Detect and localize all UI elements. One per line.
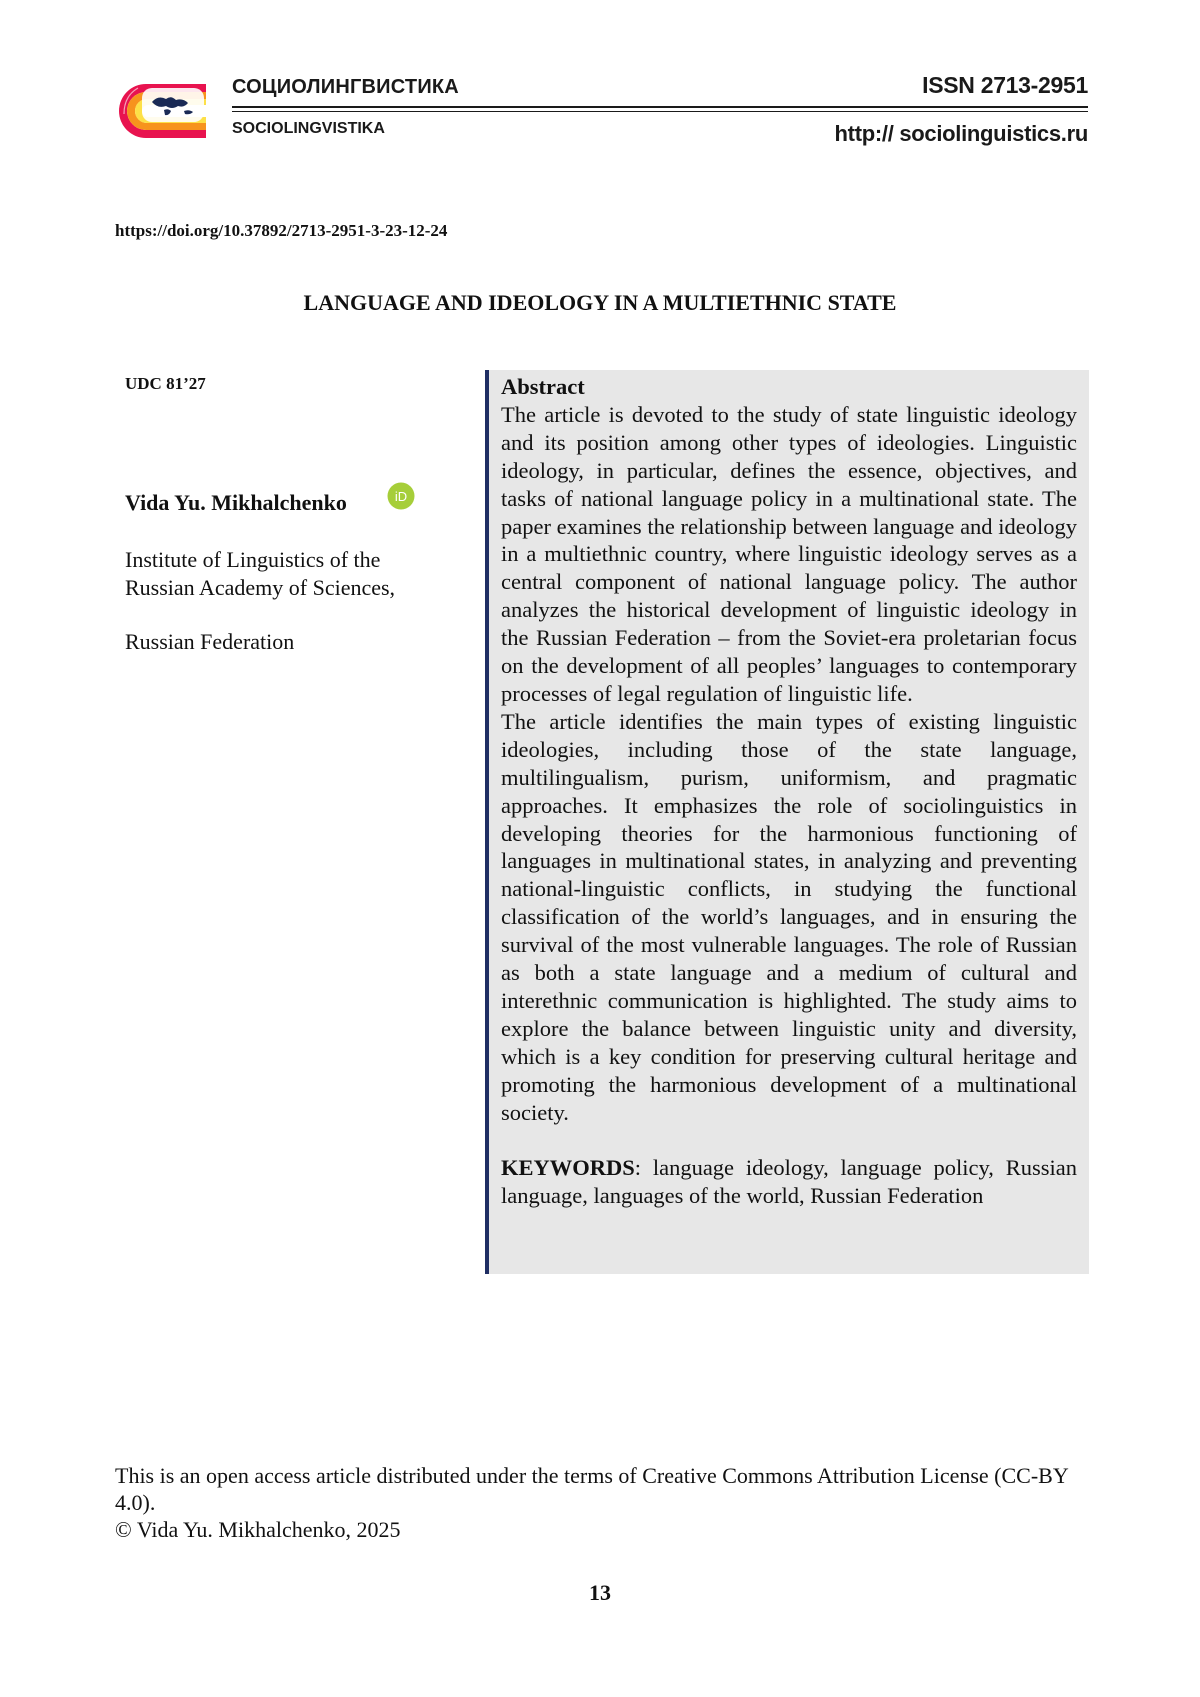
journal-logo [112, 74, 212, 148]
abstract-paragraph-1: The article is devoted to the study of state linguistic ideology and its position among other types of ideologies. Linguistic ideology, in particular, defines the essence, objectives, and tasks of national language policy in a multinational state. The paper examines the relationship between language and ideology in a multiethnic country, where linguistic ideology serves as a central component of national language policy. The author analyzes the historical development of linguistic ideology in the Russian Federation – from the Soviet-era proletarian focus on the development of all peoples’ languages to contemporary processes of legal regulation of linguistic life. [501, 401, 1077, 706]
keywords-text: : language ideology, language policy, Russian language, languages of the world, Russian Federation [501, 1155, 1077, 1209]
author-name: Vida Yu. Mikhalchenko [125, 490, 347, 515]
keywords-label: KEYWORDS [501, 1155, 635, 1181]
orcid-icon[interactable] [387, 482, 415, 510]
header-rule-thin [232, 111, 1088, 112]
issn: ISSN 2713-2951 [922, 72, 1088, 98]
copyright-text: © Vida Yu. Mikhalchenko, 2025 [115, 1517, 401, 1542]
keywords [501, 1154, 1077, 1210]
header-rule [232, 106, 1088, 108]
license-notice [115, 1462, 1075, 1543]
journal-name-en: SOCIOLINGVISTIKA [232, 120, 385, 137]
page-number: 13 [589, 1580, 611, 1605]
abstract-box [485, 370, 1089, 1274]
abstract-paragraph-2: The article identifies the main types of existing linguistic ideologies, including those of the state language, multilingualism, purism, uniformism, and pragmatic approaches. It emphasizes the role of sociolinguistics in developing theories for the harmonious functioning of languages in multinational states, in analyzing and preventing national-linguistic conflicts, in studying the functional classification of the world’s languages, and in ensuring the survival of the most vulnerable languages. The role of Russian as both a state language and a medium of cultural and interethnic communication is highlighted. The study aims to explore the balance between linguistic unity and diversity, which is a key condition for preserving cultural heritage and promoting the harmonious development of a multinational society. [501, 708, 1077, 1125]
doi-link[interactable]: https://doi.org/10.37892/2713-2951-3-23-12-24 [115, 221, 448, 240]
author-country: Russian Federation [125, 629, 295, 654]
journal-name-ru: СОЦИОЛИНГВИСТИКА [232, 76, 459, 98]
affiliation-line-2: Russian Academy of Sciences, [125, 575, 396, 600]
license-text: This is an open access article distributed under the terms of Creative Commons Attribution License (CC-BY 4.0). [115, 1463, 1068, 1515]
abstract-heading: Abstract [501, 374, 585, 399]
journal-url[interactable]: http:// sociolinguistics.ru [834, 121, 1088, 146]
affiliation-line-1: Institute of Linguistics of the [125, 547, 381, 572]
article-title: LANGUAGE AND IDEOLOGY IN A MULTIETHNIC STATE [303, 290, 897, 315]
svg-text:iD: iD [394, 489, 408, 504]
udc-code: UDC 81’27 [125, 374, 206, 393]
author-affiliation [125, 546, 395, 602]
